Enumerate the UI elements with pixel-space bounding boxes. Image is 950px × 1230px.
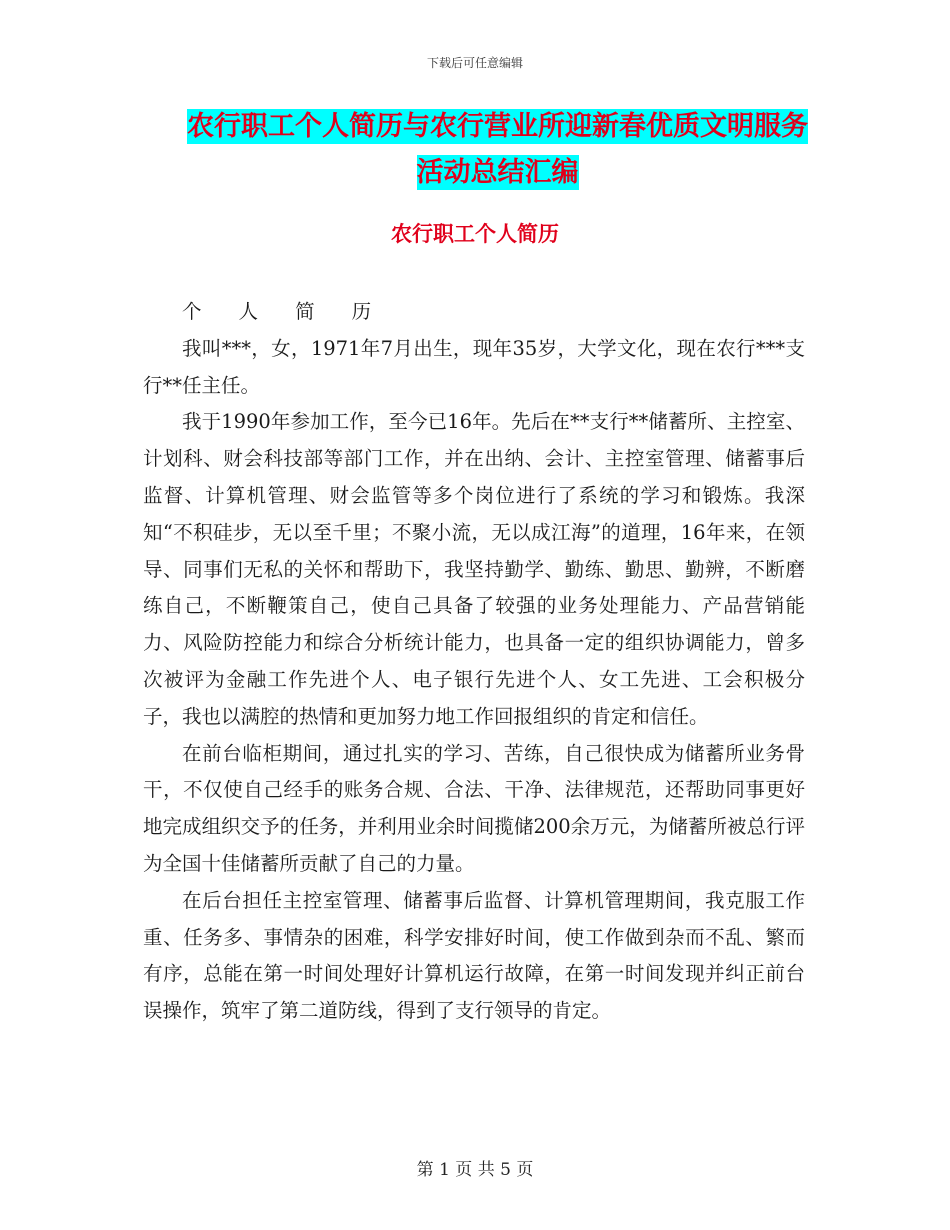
header-note: 下载后可任意编辑: [426, 56, 523, 70]
sub-heading-text: 个人简历: [182, 300, 409, 323]
sub-heading: [143, 294, 805, 331]
paragraph-1: 我叫***，女，1971年7月出生，现年35岁，大学文化，现在农行***支行**任主任。: [143, 336, 805, 397]
page-footer: 第 1 页 共 5 页: [416, 1160, 534, 1180]
document-body: [143, 294, 805, 1030]
section-title: 农行职工个人简历: [391, 222, 559, 246]
document-title-line2: 活动总结汇编: [416, 157, 579, 188]
document-title: [140, 104, 855, 196]
document-title-line1: 农行职工个人简历与农行营业所迎新春优质文明服务: [187, 111, 808, 142]
paragraph-3: 在前台临柜期间，通过扎实的学习、苦练，自己很快成为储蓄所业务骨干，不仅使自己经手的账务合规、合法、干净、法律规范，还帮助同事更好地完成组织交予的任务，并利用业余时间揽储200余万元，为储蓄所被总行评为全国十佳储蓄所贡献了自己的力量。: [143, 741, 805, 875]
paragraph-2: 我于1990年参加工作，至今已16年。先后在**支行**储蓄所、主控室、计划科、财会科技部等部门工作，并在出纳、会计、主控室管理、储蓄事后监督、计算机管理、财会监管等多个岗位进行了系统的学习和锻炼。我深知“不积硅步，无以至千里；不聚小流，无以成江海”的道理，16年来，在领导、同事们无私的关怀和帮助下，我坚持勤学、勤练、勤思、勤辨，不断磨练自己，不断鞭策自己，使自己具备了较强的业务处理能力、产品营销能力、风险防控能力和综合分析统计能力，也具备一定的组织协调能力，曾多次被评为金融工作先进个人、电子银行先进个人、女工先进、工会积极分子，我也以满腔的热情和更加努力地工作回报组织的肯定和信任。: [143, 410, 805, 728]
paragraph-4: 在后台担任主控室管理、储蓄事后监督、计算机管理期间，我克服工作重、任务多、事情杂的困难，科学安排好时间，使工作做到杂而不乱、繁而有序，总能在第一时间处理好计算机运行故障，在第一时间发现并纠正前台误操作，筑牢了第二道防线，得到了支行领导的肯定。: [143, 888, 805, 1023]
